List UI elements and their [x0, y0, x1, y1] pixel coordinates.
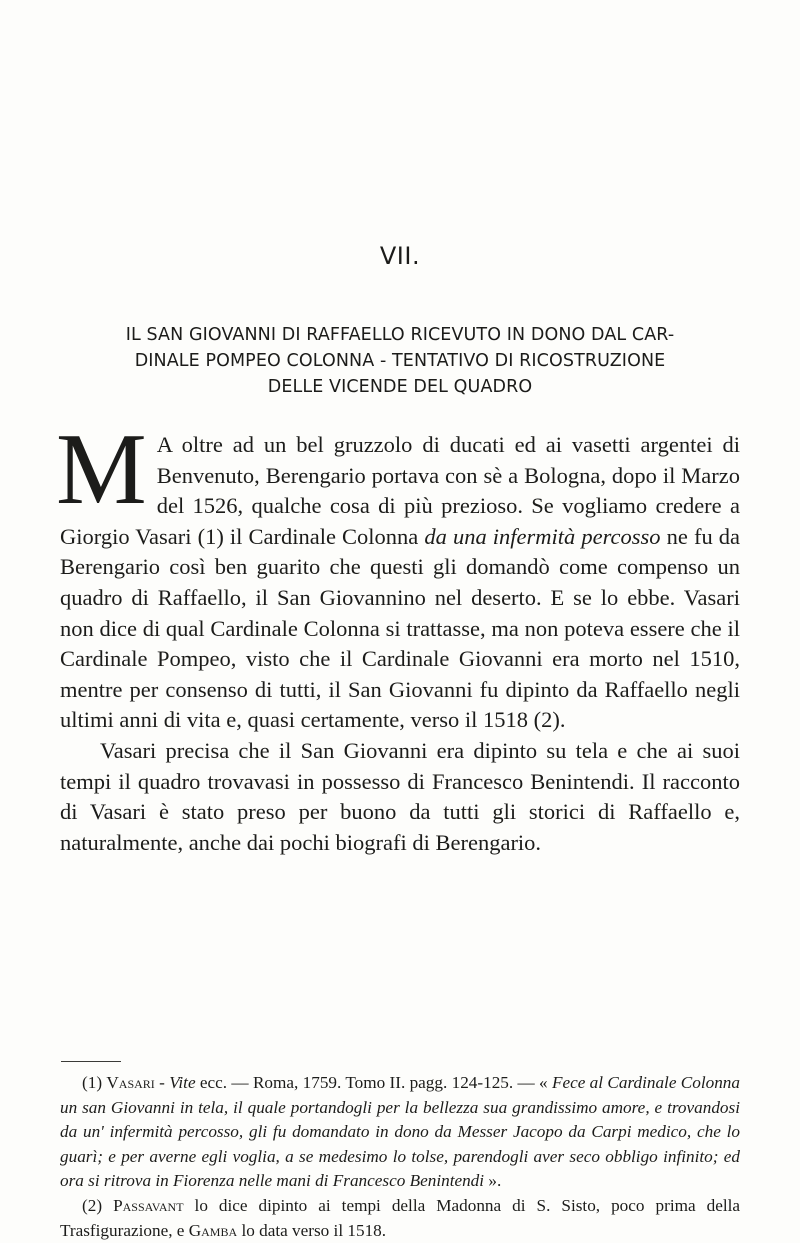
- footnote-2-author: Passavant: [113, 1195, 184, 1215]
- footnotes: [60, 1071, 740, 1243]
- footnote-1-work: Vite: [169, 1073, 196, 1092]
- footnote-1-marker: (1): [82, 1073, 107, 1092]
- paragraph-1: [56, 413, 741, 736]
- paragraph-1-text-b: ne fu da Berengario così ben guarito che questi gli domandò come compenso un quadro di Raffaello, il San Giovannino nel deserto. E se lo ebbe. Vasari non dice di qual Cardinale Colonna si trattasse, ma non poteva essere che il Cardinale Pompeo, visto che il Cardinale Giovanni era morto nel 1510, mentre per consenso di tutti, il San Giovanni fu dipinto da Raffaello negli ultimi anni di vita e, quasi certamente, verso il 1518 (2).: [60, 523, 741, 733]
- footnote-1: [60, 1071, 740, 1194]
- body-text: [56, 413, 741, 858]
- paragraph-1-italic: da una infermità percosso: [424, 523, 661, 549]
- chapter-title-line-3: DELLE VICENDE DEL QUADRO: [267, 377, 533, 397]
- footnote-2-text: lo dice dipinto ai tempi della Madonna di S. Sisto, poco prima della Trasfigurazione, e: [60, 1195, 741, 1240]
- footnote-1-author: Vasari: [106, 1073, 155, 1092]
- footnote-2-end: lo data verso il 1518.: [237, 1220, 387, 1240]
- footnote-1-reference: ecc. — Roma, 1759. Tomo II. pagg. 124-125. — «: [195, 1073, 552, 1092]
- paragraph-2: Vasari precisa che il San Giovanni era dipinto su tela e che ai suoi tempi il quadro trovavasi in possesso di Francesco Benintendi. Il racconto di Vasari è stato preso per buono da tutti gli storici di Raffaello e, naturalmente, anche dai pochi biografi di Berengario.: [60, 737, 740, 855]
- footnote-2-author-2: Gamba: [188, 1220, 238, 1240]
- chapter-title-line-1: IL SAN GIOVANNI DI RAFFAELLO RICEVUTO IN DONO DAL CAR-: [125, 325, 675, 345]
- chapter-title-line-2: DINALE POMPEO COLONNA - TENTATIVO DI RICOSTRUZIONE: [134, 351, 666, 371]
- drop-cap: M: [56, 413, 147, 526]
- paragraph-1-text-a: A oltre ad un bel gruzzolo di ducati ed ai vasetti argentei di Benvenuto, Berengario portava con sè a Bologna, dopo il Marzo del 1526, qualche cosa di più prezioso. Se vogliamo credere a Giorgio Vasari (1) il Cardinale Colonna: [60, 432, 740, 549]
- chapter-title: [112, 322, 688, 400]
- footnote-2-marker: (2): [82, 1195, 114, 1215]
- chapter-number: VII.: [379, 242, 421, 270]
- footnote-2: [60, 1194, 740, 1243]
- footnote-separator: [61, 1061, 121, 1062]
- footnote-1-end: ».: [484, 1171, 502, 1191]
- footnote-1-quote: Fece al Cardinale Colonna un san Giovanni in tela, il quale portandogli per la bellezza sua grandissimo amore, e trovandosi da un' infermità percosso, gli fu domandato in dono da Messer Jacopo da Carpi medico, che lo guarì; e per averne egli voglia, a se medesimo lo tolse, parendogli aver seco obbligo infinito; ed ora si ritrova in Fiorenza nelle mani di Francesco Benintendi: [60, 1073, 740, 1191]
- footnote-1-separator: -: [154, 1073, 170, 1092]
